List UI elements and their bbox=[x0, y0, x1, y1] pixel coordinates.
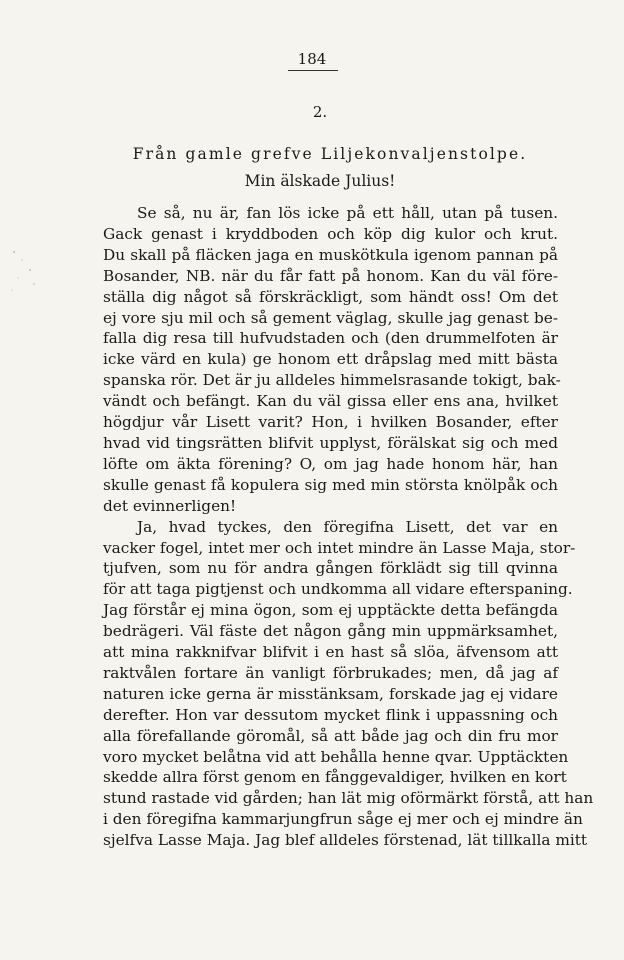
text-line: derefter. Hon var dessutom mycket flink i uppassning och bbox=[103, 705, 558, 724]
text-line: ej vore sju mil och så gement väglag, skulle jag genast be- bbox=[103, 308, 558, 327]
text-line: skedde allra först genom en fånggevaldiger, hvilken en kort bbox=[103, 768, 567, 787]
text-line: spanska rör. Det är ju alldeles himmelsrasande tokigt, bak- bbox=[103, 371, 561, 390]
text-line: hvad vid tingsrätten blifvit upplyst, förälskat sig och med bbox=[103, 433, 558, 452]
text-line: ställa dig något så förskräckligt, som händt oss! Om det bbox=[103, 287, 558, 306]
text-line: Se så, nu är, fan lös icke på ett håll, utan på tusen. bbox=[137, 204, 558, 222]
text-line: alla förefallande göromål, så att både jag och din fru mor bbox=[103, 726, 558, 745]
letter-title: Från gamle grefve Liljekonvaljenstolpe. bbox=[132, 145, 528, 163]
text-line: att mina rakknifvar blifvit i en hast så slöa, äfvensom att bbox=[103, 643, 558, 662]
text-line: det evinnerligen! bbox=[103, 496, 237, 515]
section-number: 2. bbox=[312, 103, 328, 121]
text-line: bedrägeri. Väl fäste det någon gång min uppmärksamhet, bbox=[103, 622, 558, 641]
text-line: löfte om äkta förening? O, om jag hade honom här, han bbox=[103, 454, 558, 473]
text-line: skulle genast få kopulera sig med min största knölpåk och bbox=[103, 475, 558, 494]
header-rule bbox=[288, 70, 338, 71]
text-line: för att taga pigtjenst och undkomma all vidare efterspaning. bbox=[103, 580, 573, 599]
text-line: raktvålen fortare än vanligt förbrukades; men, då jag af bbox=[103, 663, 558, 682]
text-line: falla dig resa till hufvudstaden och (den drummelfoten är bbox=[103, 329, 558, 348]
text-line: högdjur vår Lisett varit? Hon, i hvilken Bosander, efter bbox=[103, 413, 558, 432]
paper-stain bbox=[4, 240, 44, 300]
text-line: icke värd en kula) ge honom ett dråpslag med mitt bästa bbox=[103, 350, 558, 369]
text-line: Du skall på fläcken jaga en muskötkula igenom pannan på bbox=[103, 245, 558, 264]
text-line: Gack genast i kryddboden och köp dig kulor och krut. bbox=[103, 224, 558, 243]
text-line: Bosander, NB. när du får fatt på honom. Kan du väl före- bbox=[103, 266, 558, 285]
page-number: 184 bbox=[297, 50, 327, 68]
text-line: stund rastade vid gården; han lät mig oförmärkt förstå, att han bbox=[103, 789, 594, 808]
salutation: Min älskade Julius! bbox=[244, 172, 396, 190]
text-line: voro mycket belåtna vid att behålla henne qvar. Upptäckten bbox=[103, 747, 569, 766]
text-line: vändt och befängt. Kan du väl gissa eller ens ana, hvilket bbox=[103, 392, 558, 411]
text-line: tjufven, som nu för andra gången förklädt sig till qvinna bbox=[103, 559, 558, 578]
text-line: i den föregifna kammarjungfrun såge ej mer och ej mindre än bbox=[103, 810, 583, 829]
text-line: naturen icke gerna är misstänksam, forskade jag ej vidare bbox=[103, 684, 558, 703]
text-line: Ja, hvad tyckes, den föregifna Lisett, det var en bbox=[137, 517, 558, 536]
text-line: sjelfva Lasse Maja. Jag blef alldeles förstenad, lät tillkalla mitt bbox=[103, 831, 588, 850]
text-line: Jag förstår ej mina ögon, som ej upptäckte detta befängda bbox=[103, 601, 558, 620]
text-line: vacker fogel, intet mer och intet mindre än Lasse Maja, stor- bbox=[103, 538, 576, 557]
letter-body bbox=[103, 203, 594, 851]
